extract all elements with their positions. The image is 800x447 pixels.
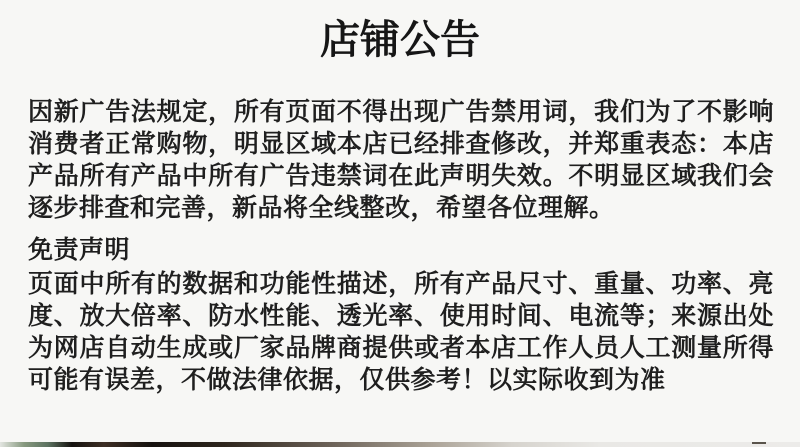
next-section-edge-mark bbox=[752, 442, 766, 444]
page-title: 店铺公告 bbox=[320, 18, 480, 62]
disclaimer-paragraph: 页面中所有的数据和功能性描述，所有产品尺寸、重量、功率、亮度、放大倍率、防水性能、透光率、使用时间、电流等；来源出处为网店自动生成或厂家品牌商提供或者本店工作人员人工测量所得可能有误差，不做法律依据，仅供参考！以实际收到为准 bbox=[28, 270, 774, 394]
disclaimer-section bbox=[28, 234, 774, 396]
disclaimer-heading: 免责声明 bbox=[28, 236, 131, 264]
next-section-top-edge bbox=[0, 442, 800, 447]
announcement-paragraph: 因新广告法规定，所有页面不得出现广告禁用词，我们为了不影响消费者正常购物，明显区域本店已经排查修改，并郑重表态：本店产品所有产品中所有广告违禁词在此声明失效。不明显区域我们会逐步排查和完善，新品将全线整改，希望各位理解。 bbox=[28, 98, 774, 222]
